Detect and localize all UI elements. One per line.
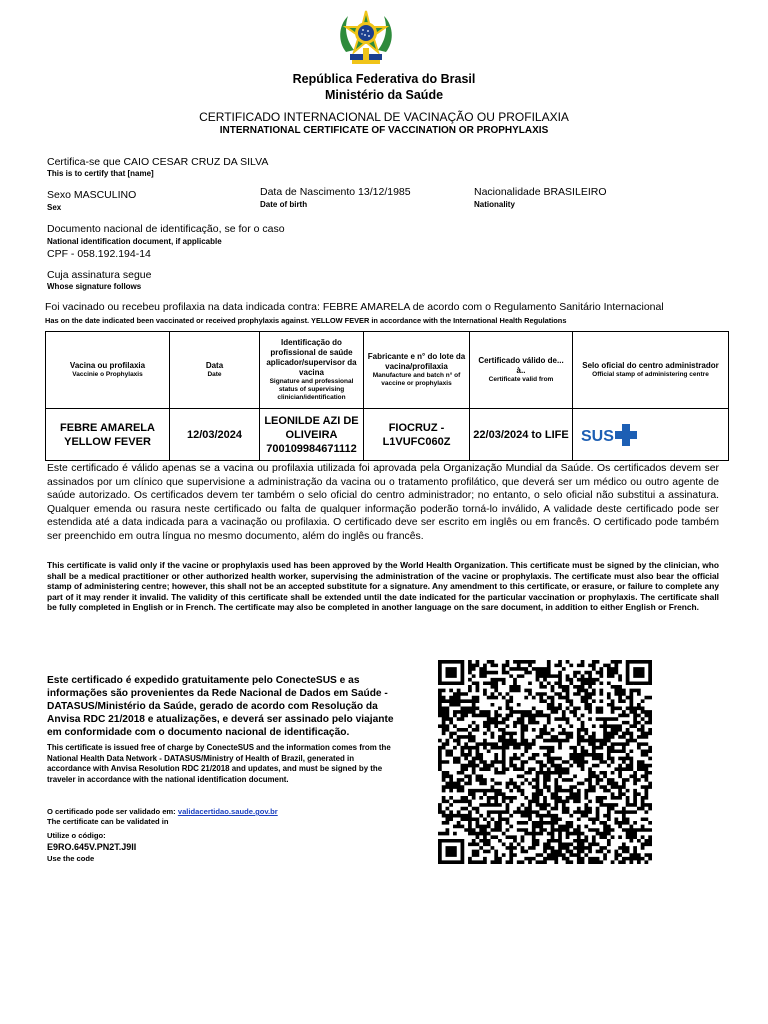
cell-professional: LEONILDE AZI DE OLIVEIRA 700109984671112	[260, 409, 364, 461]
signature-label-en: Whose signature follows	[47, 282, 142, 291]
certificate-title: CERTIFICADO INTERNACIONAL DE VACINAÇÃO OU PROFILAXIA	[199, 110, 569, 124]
validity-paragraph-pt: Este certificado é válido apenas se a vacina ou profilaxia utilizada foi aprovada pela Organização Mundial da Saúde. Os certificados devem ser assinados por um clínico que supervisione a administração da vacina ou o tratamento profilático, que deverá ser um médico ou outro agente de saúde autorizado. Os certificados devem ter também o selo oficial do centro administrador; no entanto, o selo oficial não substitui a assinatura. Qualquer emenda ou rasura neste certificado ou falta de qualquer informação poderão torná-lo inválido, A validade deste certificado pode ser estendida até a data indicada para a vacinação ou profilaxia. O certificado deve ser escrito em inglês ou em francês. O certificado pode também ser preenchido em outra língua no mesmo documento, além do inglês ou francês.	[47, 463, 719, 542]
validation-link[interactable]: validacertidao.saude.gov.br	[177, 807, 278, 816]
table-header-row	[46, 332, 729, 409]
issued-statement-pt: Este certificado é expedido gratuitamente pelo ConecteSUS e as informações são provenientes da Rede Nacional de Dados em Saúde - DATASUS/Ministério da Saúde, gerado de acordo com Resolução da Anvisa RDC 21/2018 e atualizações, e deverá ser assinado pelo viajante em conformidade com o documento nacional de identificação.	[47, 675, 394, 738]
header-stamp: Selo oficial do centro administrador Official stamp of administering centre	[573, 332, 729, 409]
cell-date: 12/03/2024	[170, 409, 260, 461]
nationality-field: Nacionalidade BRASILEIRO	[474, 186, 607, 198]
header-validity: Certificado válido de... à.. Certificate valid from	[470, 332, 573, 409]
validity-paragraph-en: This certificate is valid only if the vacine or prophylaxis used has been approved by the World Health Organization. This certificate must be signed by the clinician, who shall be a medical practitioner or other authorized health worker, supervising the administration of the vacine or prophylaxis. The certificate must also bear the official stamp of administering centre; however, this shall not be an accepted substitute for a signature. Any amendment to this certificate, or erasure, or failure to complete any part of it may render it invalid. The validity of this certificate shall be extended until the date indicated for the particular vaccination or prophylaxis. The certificate shall be fully completed in English or in French. The certificate may also be completed in another language on the sare document, in addition to either English or French.	[47, 560, 719, 612]
id-document-label-en: National identification document, if applicable	[47, 237, 222, 246]
validate-label-en: The certificate can be validated in	[47, 817, 169, 826]
cell-stamp	[573, 409, 729, 461]
issued-statement-en: This certificate is issued free of charge by ConecteSUS and the information comes from the National Health Data Network - DATASUS/Ministry of Health of Brazil, generated in accordance with Anvisa Resolution RDC 21/2018 and updates, and must be signed by the traveler in accordance with the national identification document.	[47, 743, 391, 784]
validate-line	[47, 807, 278, 817]
holder-name: Certifica-se que CAIO CESAR CRUZ DA SILVA	[47, 156, 269, 168]
code-label: Utilize o código:	[47, 831, 106, 840]
sex-field: Sexo MASCULINO	[47, 189, 137, 201]
validation-code: E9RO.645V.PN2T.J9II	[47, 842, 137, 852]
header-vaccine: Vacina ou profilaxia Vaccinie o Prophylaxis	[46, 332, 170, 409]
holder-name-en: This is to certify that [name]	[47, 169, 154, 178]
id-document-value: CPF - 058.192.194-14	[47, 248, 151, 260]
id-document-label: Documento nacional de identificação, se for o caso	[47, 223, 285, 235]
svg-text:SUS: SUS	[581, 427, 614, 445]
cell-manufacturer: FIOCRUZ - L1VUFC060Z	[364, 409, 470, 461]
vaccinated-statement-en: Has on the date indicated been vaccinated or received prophylaxis against. YELLOW FEVER in accordance with the International Health Regulations	[45, 316, 567, 325]
country-name: República Federativa do Brasil	[292, 72, 476, 86]
qr-code-icon	[438, 660, 652, 864]
validate-label: O certificado pode ser validado em:	[47, 807, 176, 816]
dob-field-en: Date of birth	[260, 200, 308, 209]
brazil-coat-of-arms-icon	[334, 8, 398, 70]
table-row	[46, 409, 729, 461]
sus-logo-icon	[581, 420, 645, 450]
vaccinated-statement: Foi vacinado ou recebeu profilaxia na data indicada contra: FEBRE AMARELA de acordo com o Regulamento Sanitário Internacional	[45, 301, 664, 313]
header-manufacturer: Fabricante e n° do lote da vacina/profilaxia Manufacture and batch n° of vaccine or prophylaxis	[364, 332, 470, 409]
vaccination-table	[45, 331, 729, 461]
ministry-name: Ministério da Saúde	[324, 88, 444, 102]
cell-validity: 22/03/2024 to LIFE	[470, 409, 573, 461]
nationality-field-en: Nationality	[474, 200, 515, 209]
dob-field: Data de Nascimento 13/12/1985	[260, 186, 411, 198]
header-date: Data Date	[170, 332, 260, 409]
sex-field-en: Sex	[47, 203, 62, 212]
header-professional: Identificação do profissional de saúde aplicador/supervisor da vacina Signature and professional status of supervising clinician/identification	[260, 332, 364, 409]
certificate-title-en: INTERNATIONAL CERTIFICATE OF VACCINATION OR PROPHYLAXIS	[219, 125, 549, 136]
code-label-en: Use the code	[47, 854, 95, 863]
signature-label: Cuja assinatura segue	[47, 269, 152, 281]
cell-vaccine: FEBRE AMARELA YELLOW FEVER	[46, 409, 170, 461]
